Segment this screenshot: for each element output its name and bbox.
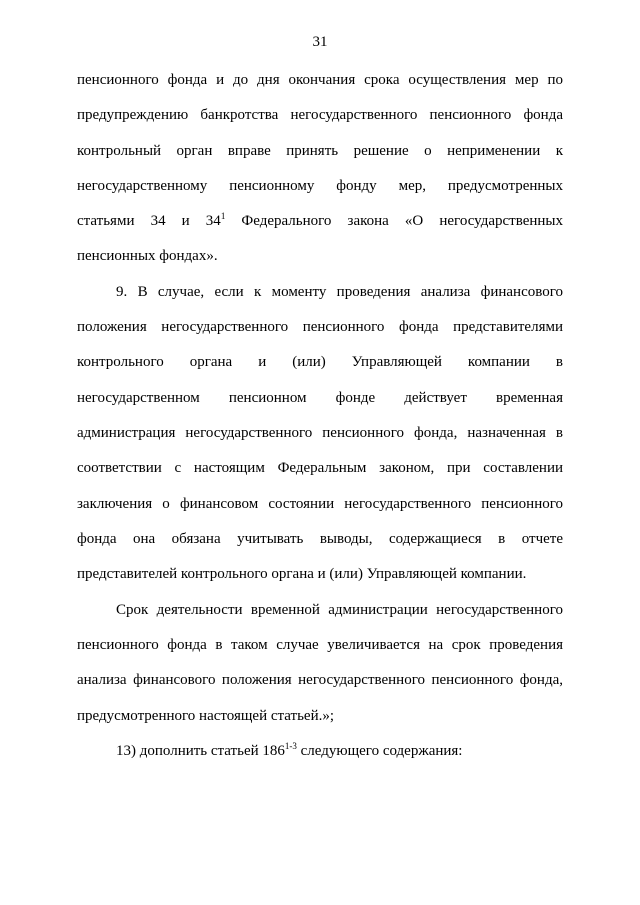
paragraph-1-line-6: пенсионных фондах». xyxy=(77,248,218,264)
paragraph-3-line-2: пенсионного фонда в таком случае увеличивается на срок проведения xyxy=(77,637,563,653)
paragraph-1-line-1: пенсионного фонда и до дня окончания срока осуществления мер по xyxy=(77,72,563,88)
paragraph-2-line-3: контрольного органа и (или) Управляющей компании в xyxy=(77,354,563,370)
paragraph-2-line-1: 9. В случае, если к моменту проведения анализа финансового xyxy=(116,284,563,300)
paragraph-3-line-1: Срок деятельности временной администрации негосударственного xyxy=(116,602,563,618)
paragraph-1-line-4: негосударственному пенсионному фонду мер, предусмотренных xyxy=(77,178,563,194)
paragraph-2-line-9: представителей контрольного органа и (или) Управляющей компании. xyxy=(77,566,527,582)
paragraph-3-line-4: предусмотренного настоящей статьей.»; xyxy=(77,708,335,724)
paragraph-1-line-5 xyxy=(77,212,563,230)
paragraph-4-line-1 xyxy=(116,742,563,760)
paragraph-2-line-4: негосударственном пенсионном фонде действует временная xyxy=(77,390,563,406)
paragraph-4-start: 13) дополнить статьей 186 xyxy=(116,743,285,759)
superscript-1-3: 1-3 xyxy=(284,741,297,751)
paragraph-1-line-3: контрольный орган вправе принять решение о неприменении к xyxy=(77,143,563,159)
paragraph-2-line-6: соответствии с настоящим Федеральным законом, при составлении xyxy=(77,460,563,476)
page-number: 31 xyxy=(312,34,328,50)
paragraph-1-line-5-start: статьями 34 и 34 xyxy=(77,213,221,229)
paragraph-2-line-5: администрация негосударственного пенсионного фонда, назначенная в xyxy=(77,425,563,441)
paragraph-4-end: следующего содержания: xyxy=(296,743,463,759)
paragraph-2-line-8: фонда она обязана учитывать выводы, содержащиеся в отчете xyxy=(77,531,563,547)
paragraph-2-line-7: заключения о финансовом состоянии негосударственного пенсионного xyxy=(77,496,563,512)
paragraph-1-line-2: предупреждению банкротства негосударственного пенсионного фонда xyxy=(77,107,563,123)
superscript-1: 1 xyxy=(220,211,226,221)
paragraph-3-line-3: анализа финансового положения негосударственного пенсионного фонда, xyxy=(77,672,563,688)
paragraph-1-line-5-end: Федерального закона «О негосударственных xyxy=(225,213,563,229)
paragraph-2-line-2: положения негосударственного пенсионного фонда представителями xyxy=(77,319,563,335)
